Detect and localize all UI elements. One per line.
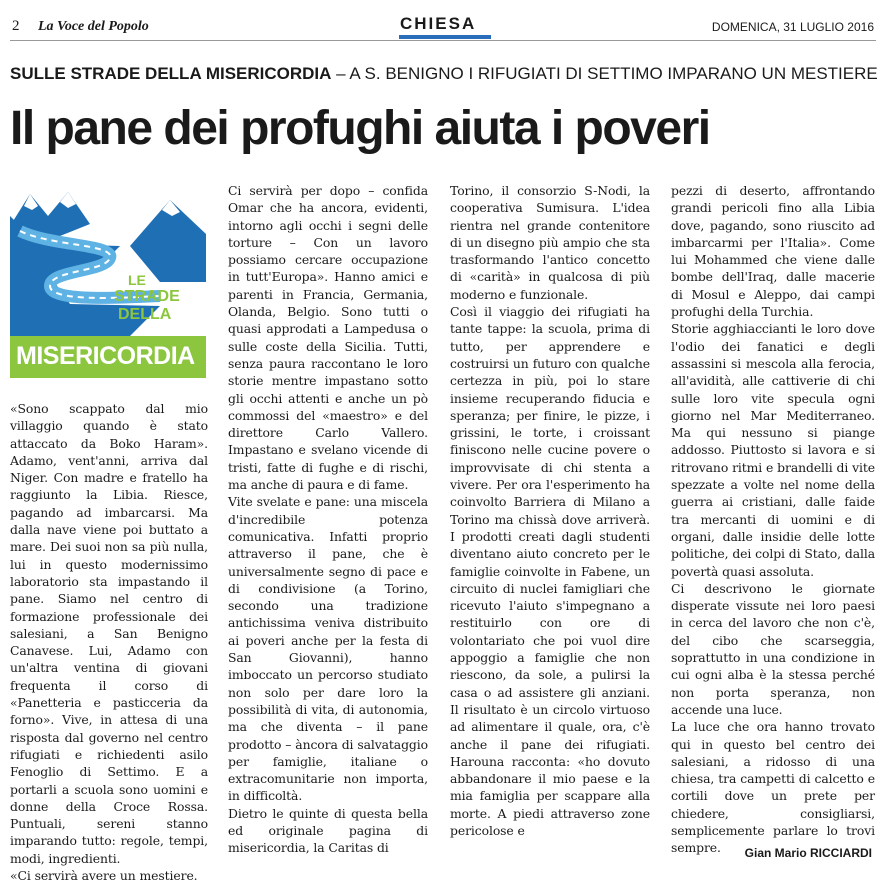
logo-line-della: DELLA [118,306,172,323]
masthead: La Voce del Popolo [38,19,149,34]
article-column-1 [10,400,208,884]
page-number: 2 [12,18,20,34]
section-underline [399,35,491,39]
section-title: CHIESA [400,14,477,33]
paragraph: Dietro le quinte di questa bella ed originale pagina di misericordia, la Caritas di [228,805,428,856]
paragraph: La luce che ora hanno trovato qui in questo bel centro dei salesiani, a ridosso di una chiesa, tra campetti di calcetto e cortili dove un prete per chiedere, consigliarsi, semplicemente parlare lo trovi sempre. [671,719,875,856]
logo-line-strade: STRADE [114,288,180,305]
headline: Il pane dei profughi aiuta i poveri [10,102,710,155]
header-rule [10,40,876,41]
article-column-3 [450,182,650,839]
article-column-2 [228,182,428,857]
author-signature: Gian Mario RICCIARDI [744,846,872,860]
logo-line-misericordia: MISERICORDIA [16,342,195,370]
issue-date: DOMENICA, 31 LUGLIO 2016 [711,20,874,34]
kicker [10,64,880,84]
paragraph: Ci servirà per dopo – confida Omar che ha ancora, evidenti, intorno agli occhi i segni delle torture – Con un lavoro possiamo cercare occupazione in tutt'Europa». Hanno amici e parenti in Francia, Germania, Olanda, Belgio. Sono tutti o quasi approdati a Lampedusa o sulle coste della Sicilia. Tutti, senza paura raccontano le loro storie mentre impastano sotto gli occhi attenti e anche un pò commossi del «maestro» e del direttore Carlo Vallero. Impastano e svelano vicende di tristi, fatte di fughe e di rischi, ma anche di paura e di fame. [228,183,428,493]
paragraph: Vite svelate e pane: una miscela d'incredibile potenza comunicativa. Infatti proprio attraverso il pane, che è universalmente segno di pace e di condivisione (a Torino, secondo una tradizione antichissima veniva distribuito ai poveri anche per la festa di San Giovanni), hanno imboccato un percorso studiato non solo per dare loro la possibilità di vita, di autonomia, ma che diventa – il pane prodotto – àncora di salvataggio per famiglie, italiane o extracomunitarie non importa, in difficoltà. [228,494,428,804]
paragraph: pezzi di deserto, affrontando grandi pericoli fino alla Libia dove, pagando, sono riuscito ad imbarcarmi per l'Italia». Come lui Mohammed che viene dalle bombe dell'Iraq, dalle macerie di Mosul e Aleppo, dai campi profughi della Turchia. [671,183,875,320]
paragraph: Torino, il consorzio S-Nodi, la cooperativa Sumisura. L'idea rientra nel grande contenitore di un disegno più ampio che sta trasformando l'antico concetto di «carità» in qualcosa di più moderno e funzionale. [450,183,650,302]
kicker-subtitle: A S. BENIGNO I RIFUGIATI DI SETTIMO IMPARANO UN MESTIERE [349,64,878,83]
kicker-separator: – [331,64,350,83]
paragraph: «Sono scappato dal mio villaggio quando è stato attaccato da Boko Haram». Adamo, vent'anni, arriva dal Niger. Con madre e fratello ha raggiunto la Libia. Riesce, pagando ad imbarcarsi. Ma dalla nave viene poi buttato a mare. Dei suoi non sa più nulla, lui in questo modernissimo laboratorio sta impastando il pane. Siamo nel centro di formazione professionale dei salesiani, a San Benigno Canavese. Lui, Adamo con un'altra ventina di giovani frequenta il corso di «Panetteria e pasticceria da forno». Vive, in attesa di una risposta dal governo nel centro rifugiati e richiedenti asilo Fenoglio di Settimo. E a portarli a scuola sono uomini e donne della Croce Rossa. Puntuali, sereni stanno imparando tutto: regole, tempi, modi, ingredienti. [10,401,208,866]
paragraph: Ci descrivono le giornate disperate vissute nei loro paesi in cerca del lavoro che non c'è, del cibo che scarseggia, soprattutto in una condizione in cui ogni alba è la stessa perché non porta speranza, non accende una luce. [671,580,875,717]
paragraph: Storie agghiaccianti le loro dove l'odio dei fanatici e degli assassini si mescola alla ferocia, all'avidità, alle cattiverie di chi sulle loro vite specula ogni giorno nel Mar Mediterraneo. Ma qui nessuno si piange addosso. Piuttosto si lavora e si ritrovano ritmi e brandelli di vite spezzate a volte nel nome della guerra ai cristiani, dalle faide tra mercanti di uomini e di organi, dalle insidie delle lotte politiche, dei colpi di Stato, dalla povertà quasi assoluta. [671,321,875,579]
kicker-series: SULLE STRADE DELLA MISERICORDIA [10,64,332,83]
paragraph: Così il viaggio dei rifugiati ha tante tappe: la scuola, prima di tutto, per apprendere e costruirsi un futuro con qualche certezza in più, poi lo stare insieme recuperando fiducia e speranza; per finire, le pizze, i grissini, le torte, i croissant finiscono nelle cucine povere o improvvisate di chi stenta a vivere. Per ora l'esperimento ha coinvolto Barriera di Milano a Torino ma chissà dove arriverà. I prodotti creati dagli studenti diventano aiuto concreto per le famiglie coinvolte in Fabene, un circuito di nuclei famigliari che ricevuto l'aiuto s'impegnano a restituirlo con ore di volontariato che poi vuol dire appoggio a famiglie che non riescono, da sole, a pulirsi la casa o ad assistere gli anziani. Il risultato è un circolo virtuoso ad alimentare il quale, ora, c'è anche il pane dei rifugiati. Harouna racconta: «ho dovuto abbandonare il mio paese e la mia famiglia per scappare alla morte. A piedi attraverso zone pericolose e [450,304,650,838]
misericordia-logo [10,186,206,378]
article-column-4 [671,182,875,857]
paragraph: «Ci servirà avere un mestiere. [10,868,198,884]
page-header [0,0,886,44]
logo-line-le: LE [128,272,146,288]
